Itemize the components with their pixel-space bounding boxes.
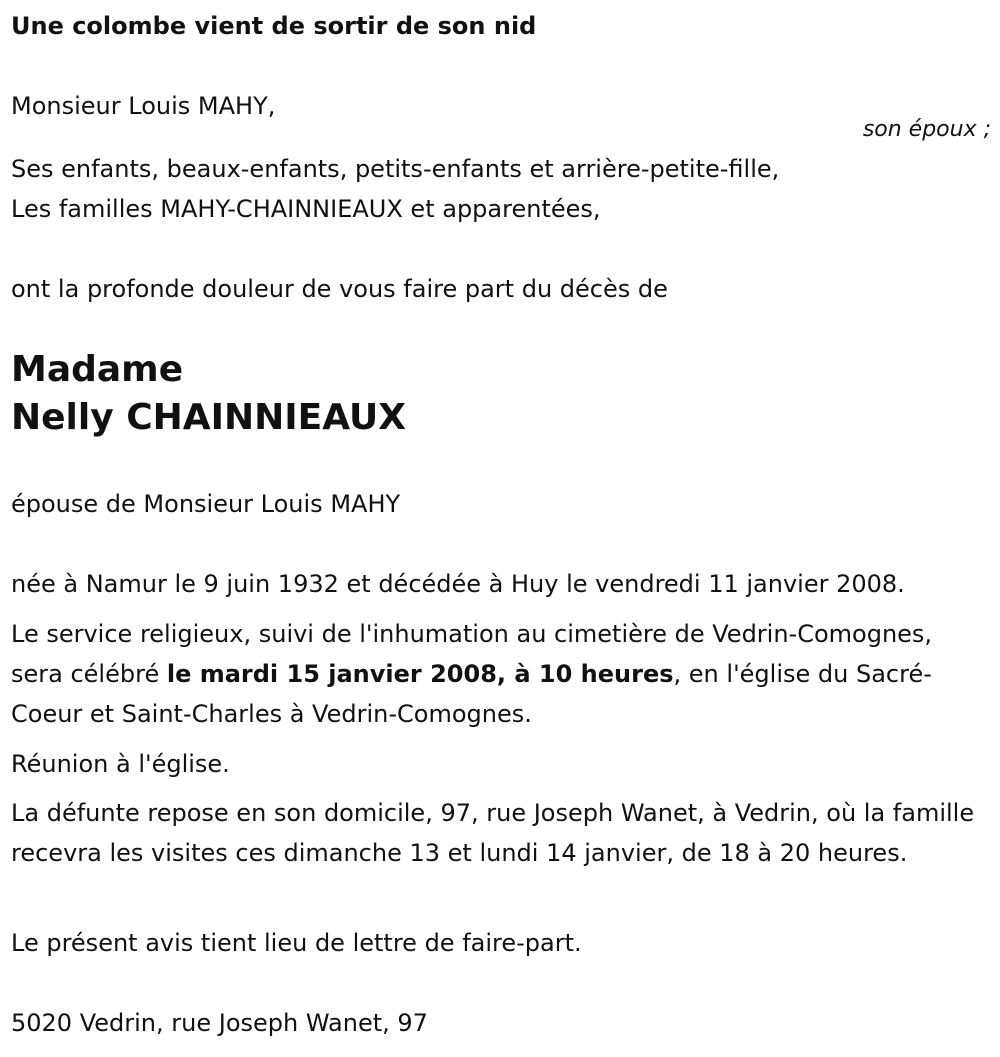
obituary-notice: [11, 0, 991, 1057]
meeting-details: Réunion à l'église.: [11, 750, 230, 778]
families-line: Les familles MAHY-CHAINNIEAUX et apparentées,: [11, 195, 601, 223]
children-line: Ses enfants, beaux-enfants, petits-enfants et arrière-petite-fille,: [11, 155, 780, 183]
birth-death-details: née à Namur le 9 juin 1932 et décédée à Huy le vendredi 11 janvier 2008.: [11, 570, 905, 598]
announcement-text: ont la profonde douleur de vous faire part du décès de: [11, 275, 668, 303]
notice-statement: Le présent avis tient lieu de lettre de faire-part.: [11, 929, 582, 957]
spouse-line: épouse de Monsieur Louis MAHY: [11, 490, 401, 518]
visitation-details: La défunte repose en son domicile, 97, rue Joseph Wanet, à Vedrin, où la famille recevra les visites ces dimanche 13 et lundi 14 janvier, de 18 à 20 heures.: [11, 799, 975, 867]
service-text-end: , en l'église du Sacré-Coeur et Saint-Charles à Vedrin-Comognes.: [11, 660, 932, 728]
husband-name: Monsieur Louis MAHY,: [11, 92, 276, 120]
intro-heading: Une colombe vient de sortir de son nid: [11, 12, 537, 40]
service-text-start: Le service religieux, suivi de l'inhumation au cimetière de Vedrin-Comognes, sera célébré: [11, 620, 933, 688]
husband-role: son époux ;: [862, 117, 991, 142]
deceased-honorific: Madame: [11, 349, 184, 390]
deceased-name: Nelly CHAINNIEAUX: [11, 397, 407, 438]
service-date-time: le mardi 15 janvier 2008, à 10 heures: [166, 660, 674, 688]
service-details: [11, 614, 991, 734]
address-line: 5020 Vedrin, rue Joseph Wanet, 97: [11, 1009, 428, 1037]
